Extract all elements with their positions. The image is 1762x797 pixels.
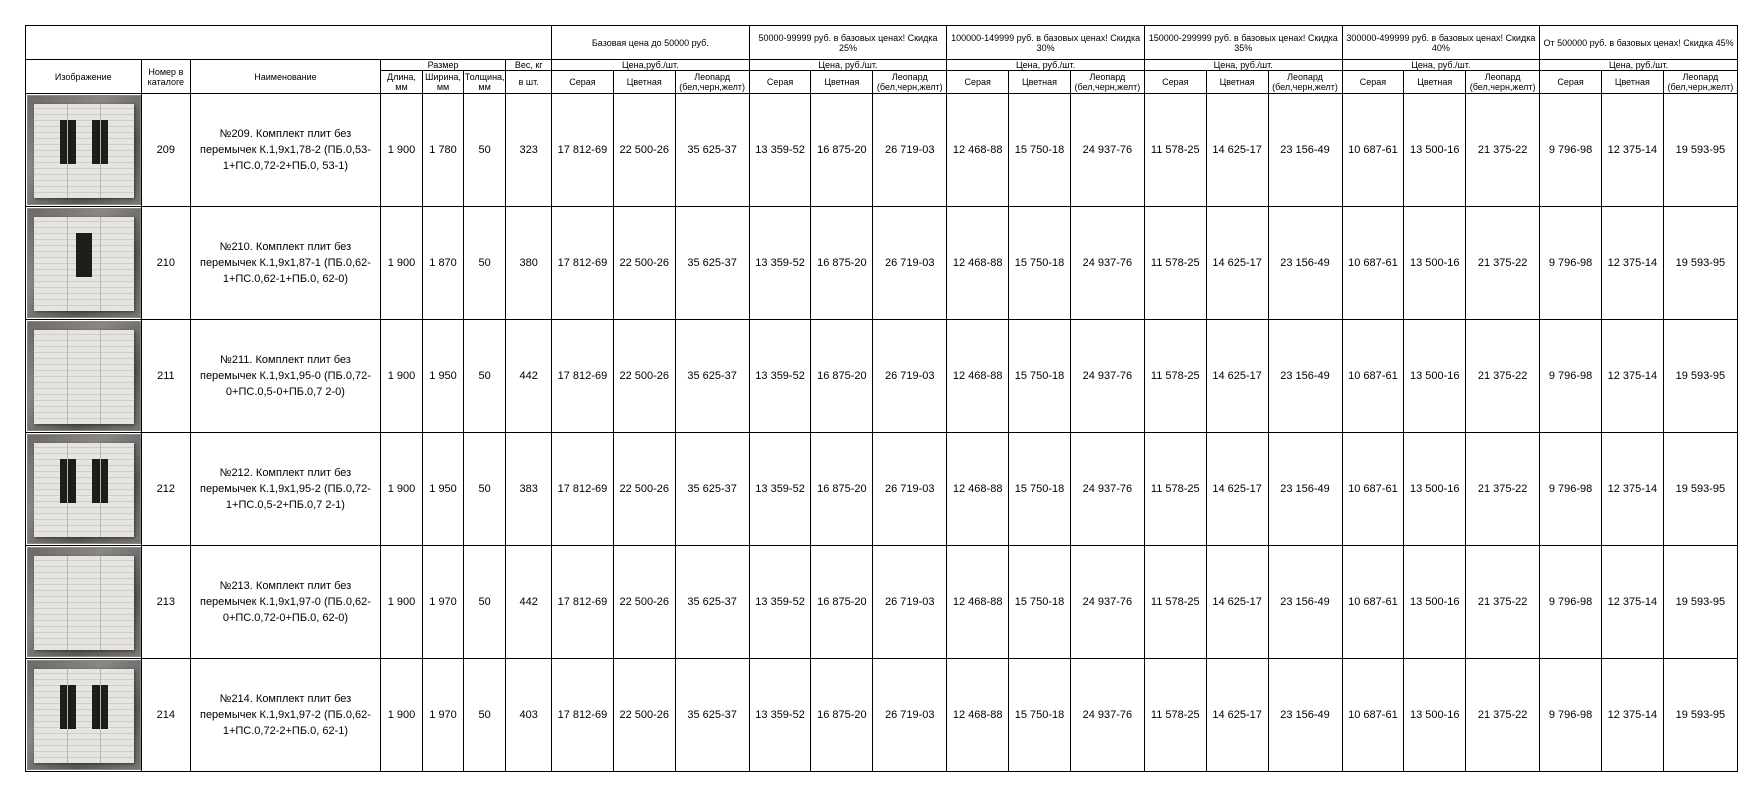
col-gray-header: Серая [552, 71, 614, 94]
catalog-number: 211 [141, 320, 191, 433]
group-unit-5: Цена, руб./шт. [1540, 60, 1738, 71]
price-cell: 24 937-76 [1070, 546, 1144, 659]
price-cell: 35 625-37 [675, 320, 749, 433]
price-cell: 17 812-69 [552, 94, 614, 207]
price-cell: 22 500-26 [613, 659, 675, 772]
price-cell: 12 375-14 [1601, 94, 1663, 207]
price-cell: 11 578-25 [1144, 94, 1206, 207]
thickness-value: 50 [463, 320, 506, 433]
price-cell: 35 625-37 [675, 546, 749, 659]
price-cell: 9 796-98 [1540, 94, 1602, 207]
slab-solid-icon [27, 547, 141, 657]
col-length-header: Длина, мм [380, 71, 423, 94]
table-body [26, 94, 1738, 772]
slab-two-holes-icon [27, 95, 141, 205]
price-cell: 17 812-69 [552, 207, 614, 320]
price-cell: 16 875-20 [811, 207, 873, 320]
slab-solid-icon [27, 321, 141, 431]
price-cell: 17 812-69 [552, 433, 614, 546]
thickness-value: 50 [463, 94, 506, 207]
col-weight-header: Вес, кг [506, 60, 552, 71]
col-color-header: Цветная [1404, 71, 1466, 94]
col-gray-header: Серая [749, 71, 811, 94]
col-leopard-header: Леопард (бел,черн,желт) [1663, 71, 1737, 94]
table-row [26, 207, 1738, 320]
price-cell: 9 796-98 [1540, 320, 1602, 433]
price-cell: 17 812-69 [552, 659, 614, 772]
catalog-number: 209 [141, 94, 191, 207]
price-cell: 24 937-76 [1070, 207, 1144, 320]
price-cell: 15 750-18 [1009, 207, 1071, 320]
price-cell: 23 156-49 [1268, 546, 1342, 659]
price-cell: 11 578-25 [1144, 546, 1206, 659]
col-image-header: Изображение [26, 60, 142, 94]
price-cell: 9 796-98 [1540, 659, 1602, 772]
product-image-cell [26, 94, 142, 207]
price-cell: 13 500-16 [1404, 94, 1466, 207]
price-cell: 11 578-25 [1144, 320, 1206, 433]
col-color-header: Цветная [1206, 71, 1268, 94]
width-value: 1 970 [423, 546, 464, 659]
col-leopard-header: Леопард (бел,черн,желт) [1070, 71, 1144, 94]
price-table [25, 25, 1738, 772]
price-cell: 10 687-61 [1342, 207, 1404, 320]
length-value: 1 900 [380, 546, 423, 659]
group-unit-0: Цена,руб./шт. [552, 60, 750, 71]
price-cell: 35 625-37 [675, 433, 749, 546]
width-value: 1 950 [423, 433, 464, 546]
price-cell: 14 625-17 [1206, 320, 1268, 433]
price-cell: 16 875-20 [811, 320, 873, 433]
price-cell: 13 359-52 [749, 94, 811, 207]
price-cell: 22 500-26 [613, 207, 675, 320]
price-cell: 10 687-61 [1342, 94, 1404, 207]
price-cell: 12 375-14 [1601, 433, 1663, 546]
product-name: №210. Комплект плит без перемычек К.1,9х1,87-1 (ПБ.0,62-1+ПС.0,62-1+ПБ.0, 62-0) [191, 207, 381, 320]
col-color-header: Цветная [811, 71, 873, 94]
price-cell: 26 719-03 [873, 320, 947, 433]
price-cell: 12 468-88 [947, 207, 1009, 320]
col-leopard-header: Леопард (бел,черн,желт) [873, 71, 947, 94]
col-catalog-header: Номер в каталоге [141, 60, 191, 94]
col-color-header: Цветная [1009, 71, 1071, 94]
catalog-number: 213 [141, 546, 191, 659]
col-gray-header: Серая [1342, 71, 1404, 94]
price-cell: 35 625-37 [675, 94, 749, 207]
table-row [26, 320, 1738, 433]
price-cell: 14 625-17 [1206, 546, 1268, 659]
price-cell: 15 750-18 [1009, 320, 1071, 433]
price-cell: 24 937-76 [1070, 320, 1144, 433]
price-cell: 13 500-16 [1404, 207, 1466, 320]
price-cell: 15 750-18 [1009, 659, 1071, 772]
group-title-5: От 500000 руб. в базовых ценах! Скидка 45% [1540, 26, 1738, 60]
product-image-cell [26, 320, 142, 433]
price-cell: 23 156-49 [1268, 207, 1342, 320]
price-cell: 21 375-22 [1466, 320, 1540, 433]
product-image-cell [26, 207, 142, 320]
group-unit-4: Цена, руб./шт. [1342, 60, 1540, 71]
width-value: 1 970 [423, 659, 464, 772]
product-image-cell [26, 546, 142, 659]
col-color-header: Цветная [1601, 71, 1663, 94]
price-cell: 22 500-26 [613, 94, 675, 207]
price-cell: 12 375-14 [1601, 320, 1663, 433]
price-cell: 26 719-03 [873, 433, 947, 546]
thickness-value: 50 [463, 433, 506, 546]
col-leopard-header: Леопард (бел,черн,желт) [675, 71, 749, 94]
col-thickness-header: Толщина, мм [464, 72, 505, 92]
price-cell: 13 359-52 [749, 207, 811, 320]
table-row [26, 433, 1738, 546]
price-cell: 11 578-25 [1144, 433, 1206, 546]
price-cell: 15 750-18 [1009, 546, 1071, 659]
slab-two-holes-icon [27, 434, 141, 544]
col-name-header: Наименование [191, 60, 381, 94]
width-value: 1 870 [423, 207, 464, 320]
price-cell: 23 156-49 [1268, 433, 1342, 546]
length-value: 1 900 [380, 94, 423, 207]
price-cell: 9 796-98 [1540, 433, 1602, 546]
col-size-header: Размер [380, 60, 506, 71]
col-gray-header: Серая [947, 71, 1009, 94]
length-value: 1 900 [380, 207, 423, 320]
table-row [26, 94, 1738, 207]
product-name: №211. Комплект плит без перемычек К.1,9х1,95-0 (ПБ.0,72-0+ПС.0,5-0+ПБ.0,7 2-0) [191, 320, 381, 433]
col-color-header: Цветная [613, 71, 675, 94]
price-cell: 26 719-03 [873, 94, 947, 207]
product-image-cell [26, 659, 142, 772]
price-cell: 17 812-69 [552, 320, 614, 433]
price-cell: 24 937-76 [1070, 94, 1144, 207]
weight-value: 380 [506, 207, 552, 320]
price-cell: 11 578-25 [1144, 659, 1206, 772]
price-cell: 13 500-16 [1404, 433, 1466, 546]
thickness-value: 50 [463, 659, 506, 772]
price-cell: 10 687-61 [1342, 546, 1404, 659]
col-leopard-header: Леопард (бел,черн,желт) [1466, 71, 1540, 94]
table-row [26, 546, 1738, 659]
length-value: 1 900 [380, 659, 423, 772]
slab-two-holes-icon [27, 660, 141, 770]
price-cell: 22 500-26 [613, 433, 675, 546]
price-cell: 10 687-61 [1342, 659, 1404, 772]
price-cell: 12 375-14 [1601, 546, 1663, 659]
price-cell: 19 593-95 [1663, 94, 1737, 207]
price-cell: 21 375-22 [1466, 207, 1540, 320]
price-cell: 12 468-88 [947, 546, 1009, 659]
price-cell: 16 875-20 [811, 94, 873, 207]
price-cell: 14 625-17 [1206, 659, 1268, 772]
price-cell: 26 719-03 [873, 207, 947, 320]
price-cell: 22 500-26 [613, 546, 675, 659]
price-cell: 12 468-88 [947, 94, 1009, 207]
product-name: №212. Комплект плит без перемычек К.1,9х1,95-2 (ПБ.0,72-1+ПС.0,5-2+ПБ.0,7 2-1) [191, 433, 381, 546]
group-title-0: Базовая цена до 50000 руб. [552, 26, 750, 60]
weight-value: 442 [506, 546, 552, 659]
price-cell: 14 625-17 [1206, 433, 1268, 546]
group-unit-3: Цена, руб./шт. [1144, 60, 1342, 71]
price-cell: 13 359-52 [749, 546, 811, 659]
price-cell: 15 750-18 [1009, 433, 1071, 546]
catalog-number: 210 [141, 207, 191, 320]
price-cell: 21 375-22 [1466, 433, 1540, 546]
catalog-number: 214 [141, 659, 191, 772]
price-cell: 22 500-26 [613, 320, 675, 433]
thickness-value: 50 [463, 207, 506, 320]
price-cell: 12 375-14 [1601, 207, 1663, 320]
price-cell: 11 578-25 [1144, 207, 1206, 320]
price-cell: 19 593-95 [1663, 659, 1737, 772]
catalog-number: 212 [141, 433, 191, 546]
price-cell: 10 687-61 [1342, 433, 1404, 546]
price-cell: 16 875-20 [811, 433, 873, 546]
price-cell: 21 375-22 [1466, 94, 1540, 207]
price-cell: 21 375-22 [1466, 546, 1540, 659]
col-gray-header: Серая [1540, 71, 1602, 94]
price-cell: 16 875-20 [811, 659, 873, 772]
price-cell: 26 719-03 [873, 659, 947, 772]
price-cell: 12 468-88 [947, 659, 1009, 772]
group-unit-2: Цена, руб./шт. [947, 60, 1145, 71]
price-cell: 23 156-49 [1268, 94, 1342, 207]
price-cell: 14 625-17 [1206, 207, 1268, 320]
weight-value: 403 [506, 659, 552, 772]
price-cell: 12 375-14 [1601, 659, 1663, 772]
price-cell: 9 796-98 [1540, 546, 1602, 659]
col-width-header: Ширина, мм [423, 71, 464, 94]
price-cell: 15 750-18 [1009, 94, 1071, 207]
price-cell: 24 937-76 [1070, 659, 1144, 772]
product-name: №213. Комплект плит без перемычек К.1,9х1,97-0 (ПБ.0,62-0+ПС.0,72-0+ПБ.0, 62-0) [191, 546, 381, 659]
price-cell: 9 796-98 [1540, 207, 1602, 320]
price-cell: 16 875-20 [811, 546, 873, 659]
group-title-4: 300000-499999 руб. в базовых ценах! Скидка 40% [1342, 26, 1540, 60]
price-cell: 19 593-95 [1663, 207, 1737, 320]
price-cell: 26 719-03 [873, 546, 947, 659]
price-cell: 12 468-88 [947, 320, 1009, 433]
price-cell: 35 625-37 [675, 207, 749, 320]
length-value: 1 900 [380, 433, 423, 546]
price-cell: 19 593-95 [1663, 320, 1737, 433]
price-cell: 24 937-76 [1070, 433, 1144, 546]
price-cell: 35 625-37 [675, 659, 749, 772]
table-row [26, 659, 1738, 772]
col-gray-header: Серая [1144, 71, 1206, 94]
price-cell: 12 468-88 [947, 433, 1009, 546]
product-image-cell [26, 433, 142, 546]
price-cell: 13 359-52 [749, 320, 811, 433]
price-cell: 17 812-69 [552, 546, 614, 659]
weight-value: 442 [506, 320, 552, 433]
group-title-3: 150000-299999 руб. в базовых ценах! Скидка 35% [1144, 26, 1342, 60]
price-cell: 23 156-49 [1268, 320, 1342, 433]
thickness-value: 50 [463, 546, 506, 659]
price-cell: 21 375-22 [1466, 659, 1540, 772]
weight-value: 323 [506, 94, 552, 207]
price-cell: 19 593-95 [1663, 433, 1737, 546]
col-leopard-header: Леопард (бел,черн,желт) [1268, 71, 1342, 94]
price-cell: 13 500-16 [1404, 546, 1466, 659]
price-cell: 13 359-52 [749, 659, 811, 772]
width-value: 1 780 [423, 94, 464, 207]
header-blank [26, 26, 552, 60]
price-cell: 13 500-16 [1404, 659, 1466, 772]
group-title-1: 50000-99999 руб. в базовых ценах! Скидка 25% [749, 26, 947, 60]
col-pcs-header: в шт. [506, 71, 552, 94]
weight-value: 383 [506, 433, 552, 546]
price-cell: 19 593-95 [1663, 546, 1737, 659]
price-cell: 14 625-17 [1206, 94, 1268, 207]
price-cell: 13 500-16 [1404, 320, 1466, 433]
product-name: №214. Комплект плит без перемычек К.1,9х1,97-2 (ПБ.0,62-1+ПС.0,72-2+ПБ.0, 62-1) [191, 659, 381, 772]
product-name: №209. Комплект плит без перемычек К.1,9х1,78-2 (ПБ.0,53-1+ПС.0,72-2+ПБ.0, 53-1) [191, 94, 381, 207]
slab-one-hole-icon [27, 208, 141, 318]
group-unit-1: Цена, руб./шт. [749, 60, 947, 71]
length-value: 1 900 [380, 320, 423, 433]
width-value: 1 950 [423, 320, 464, 433]
price-cell: 13 359-52 [749, 433, 811, 546]
price-cell: 23 156-49 [1268, 659, 1342, 772]
price-cell: 10 687-61 [1342, 320, 1404, 433]
group-title-2: 100000-149999 руб. в базовых ценах! Скидка 30% [947, 26, 1145, 60]
